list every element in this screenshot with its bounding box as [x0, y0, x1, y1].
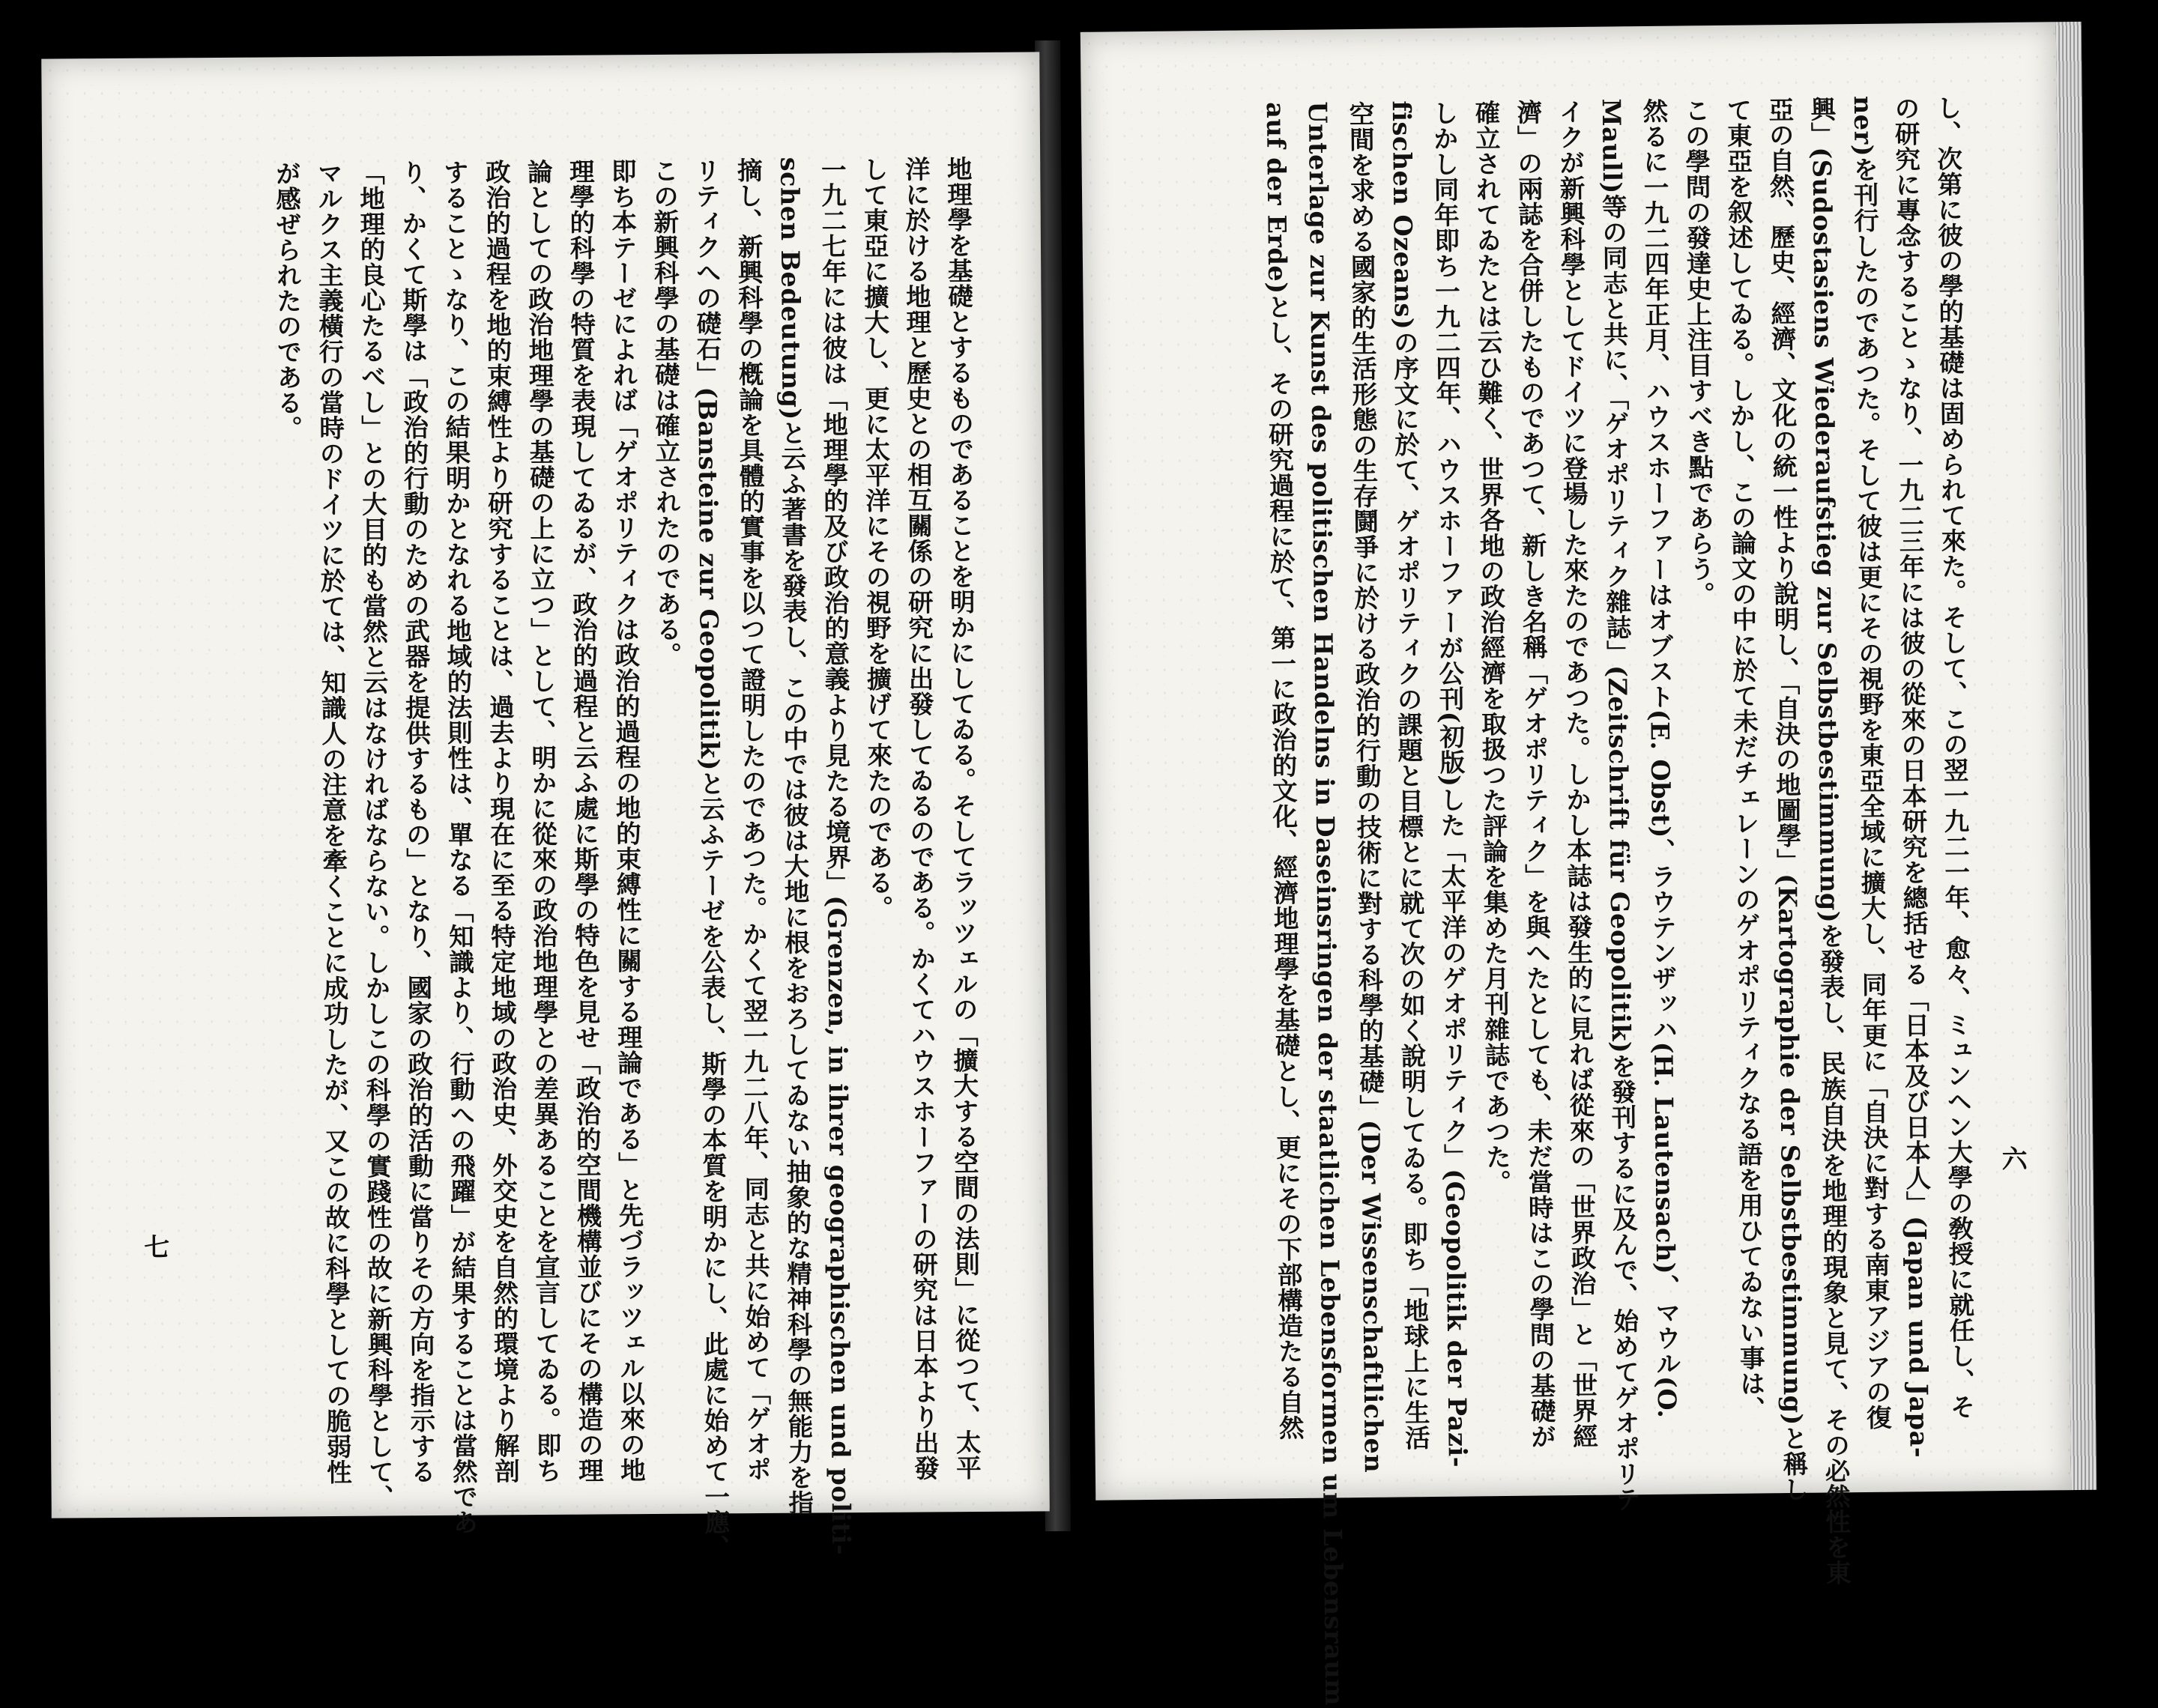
text-line: Maull)等の同志と共に、「ゲオポリティク雜誌」(Zeitschrift für Geopolitik)を發刊するに及んで、始めてゲオポリテ [1596, 98, 1641, 1512]
text-line: しかし同年即ち一九二四年、ハウスホーファーが公刊(初版)した「太平洋のゲオポリティク」(Geopolitik der Pazi- [1428, 100, 1472, 1468]
text-line: が感ぜられたのである。 [271, 160, 303, 441]
text-line: て東亞を叙述してゐる。しかし、この論文の中に於て未だチェレーンのゲオポリティクなる語を用ひてゐない事は、 [1722, 97, 1766, 1422]
page-number: 六 [2001, 1144, 2028, 1175]
text-line: 「地理的良心たるべし」との大目的も當然と云はなければならない。しかしこの科學の實踐性の故に新興科學として、 [355, 160, 394, 1510]
text-columns [1156, 94, 1980, 1707]
text-columns [144, 156, 985, 1560]
text-line: fischen Ozeans)の序文に於て、ゲオポリティクの課題と目標とに就て次の如く說明してゐる。即ち「地球上に生活 [1386, 100, 1430, 1451]
text-line: リティクへの礎石」(Bansteine zur Geopolitik)と云ふテーゼを公表し、斯學の本質を明かにし、此處に始めて一應、 [691, 157, 731, 1560]
text-line: イクが新興科學としてドイツに登場した來たのであつた。しかし本誌は發生的に見れば從來の「世界政治」と「世界經 [1554, 98, 1598, 1450]
text-line: 確立されてゐたとは云ひ難く、世界各地の政治經濟を取扱つた評論を集めた月刊雜誌であつた。 [1470, 100, 1512, 1196]
text-line: り、かくて斯學は「政治的行動のための武器を提供するもの」となり、國家の政治的活動に當りその方向を指示する [397, 160, 436, 1485]
text-line: して東亞に擴大し、更に太平洋にその視野を擴げて來たのである。 [859, 156, 894, 921]
text-line: 然るに一九二四年正月、ハウスホーファーはオブスト(E. Obst)、ラウテンザッハ(H. Lautensach)、マウル(O. [1638, 97, 1682, 1419]
page-edge [2056, 22, 2097, 1490]
text-line: 理學的科學の特質を表現してゐるが、政治的過程と云ふ處に斯學の特色を見せ「政治的空間機構並びにその構造の理 [565, 158, 604, 1483]
text-line: 興」(Sudostasiens Wiederaufstieg zur Selbstbestimmung)を發表し、民族自決を地理的現象と見て、その必然性を東 [1806, 96, 1852, 1586]
text-line: 一九二七年には彼は「地理學的及び政治的意義より見たる境界」(Grenzen, in ihrer geographischen und politi- [817, 157, 856, 1556]
left-page [41, 52, 1050, 1560]
text-line: この學問の發達史上注目すべき點であらう。 [1680, 97, 1715, 608]
right-page [1080, 22, 2071, 1707]
text-line: し、次第に彼の學的基礎は固められて來た。そして、この翌一九二一年、愈々、ミュンヘン大學の敎授に就任し、そ [1932, 94, 1976, 1420]
text-line: 濟」の兩誌を合併したものであつて、新しき名稱「ゲオポリティク」を與へたとしても、未だ當時はこの學問の基礎が [1512, 99, 1556, 1450]
text-line: マルクス主義橫行の當時のドイツに於ては、知識人の注意を牽くことに成功したが、又この故に科學としての脆弱性 [313, 160, 352, 1486]
text-line: この新興科學の基礎は確立されたのである。 [649, 157, 682, 667]
text-line: 地理學を基礎とするものであることを明かにしてゐる。そしてラッツェルの「擴大する空間の法則」に從つて、太平 [943, 156, 982, 1481]
text-line: することゝなり、この結果明かとなれる地域的法則性は、單なる「知識より、行動への飛躍」が結果することは當然であ [439, 159, 478, 1535]
text-line: 政治的過程を地的束縛性より研究することは、過去より現在に至る特定地域の政治史、外交史を自然的環境より解剖 [481, 159, 520, 1484]
page-number: 七 [144, 1232, 170, 1263]
text-line: 洋に於ける地理と歷史との相互關係の研究に出發してゐるのである。かくてハウスホーファーの研究は日本より出發 [901, 156, 940, 1481]
text-line: 論としての政治地理學の基礎の上に立つ」として、明かに從來の政治地理學との差異あることを宣言してゐる。即ち [523, 158, 562, 1484]
text-line: 即ち本テーゼによれば「ゲオポリティクは政治的過程の地的束縛性に關する理論である」と先づラッツェル以來の地 [607, 158, 646, 1483]
text-line: 空間を求める國家的生活形態の生存鬪爭に於ける政治的行動の技術に對する科學的基礎」(Der Wissenschaftlichen [1344, 100, 1388, 1474]
text-line: auf der Erde)とし、その研究過程に於て、第一に政治的文化、經濟地理學を基礎とし、更にその下部構造たる自然 [1260, 101, 1305, 1441]
text-line: schen Bedeutung)と云ふ著書を發表し、この中では彼は大地に根をおろしてゐない抽象的な精神科學の無能力を指 [775, 157, 814, 1515]
text-line: の研究に專念することゝなり、一九二三年には彼の從來の日本研究を總括せる「日本及び日本人」(Japan und Japa- [1890, 95, 1934, 1459]
text-line: 摘し、新興科學の槪論を具體的實事を以つて證明したのであつた。かくて翌一九二八年、同志と共に始めて「ゲオポ [733, 157, 772, 1483]
text-line: ner)を刊行したのであつた。そして彼は更にその視野を東亞全域に擴大し、同年更に「自決に對する南東アジアの復 [1848, 95, 1892, 1431]
text-line: 亞の自然、歷史、經濟、文化の統一性より說明し、「自決の地圖學」(Kartographie der Selbstbestimmung)と稱し [1764, 96, 1809, 1503]
text-line: Unterlage zur Kunst des politischen Handelns in Daseinsringen der staatlichen Lebensformen um Lebensraum [1302, 101, 1349, 1707]
